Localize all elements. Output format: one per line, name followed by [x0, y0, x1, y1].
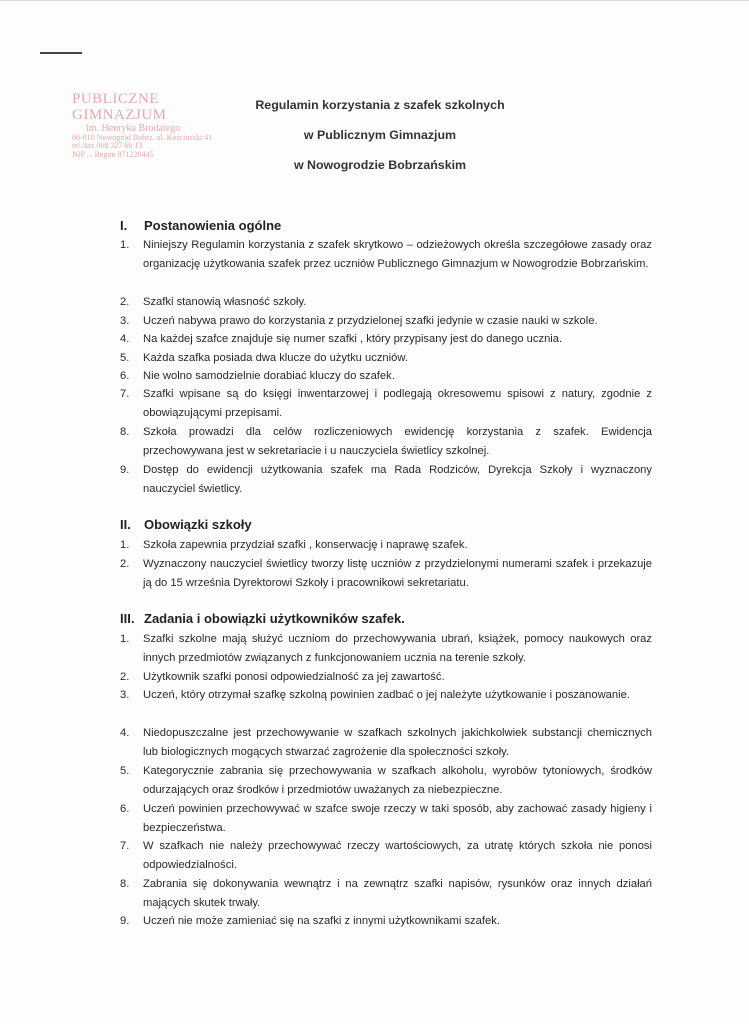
- stamp-line: 66-010 Nowogród Bobrz. ul. Kościuszki 41: [72, 133, 213, 142]
- document-title-line2: w Publicznym Gimnazjum: [303, 128, 457, 142]
- item-number: 6.: [120, 803, 130, 815]
- item-text: Na każdej szafce znajduje się numer szafki , który przypisany jest do danego ucznia.: [143, 333, 563, 345]
- item-text: Szafki szkolne mają służyć uczniom do przechowywania ubrań, książek, pomocy naukowych oraz innych przedmiotów związanych z funkcjonowaniem ucznia na terenie szkoły.: [143, 633, 652, 664]
- item-number: 6.: [120, 370, 130, 382]
- item-number: 2.: [120, 671, 130, 683]
- item-number: 1.: [120, 539, 130, 551]
- section-number: III.: [120, 611, 135, 626]
- section-title: Obowiązki szkoły: [144, 517, 252, 532]
- item-text: Kategorycznie zabrania się przechowywania w szafkach alkoholu, wyrobów tytoniowych, środków odurzających oraz środków i przedmiotów uważanych za niebezpieczne.: [143, 765, 652, 796]
- item-number: 5.: [120, 765, 130, 777]
- stamp-line: tel./fax 068 327 66 13: [72, 141, 143, 151]
- item-number: 8.: [120, 426, 130, 438]
- list-item: [120, 536, 652, 555]
- item-text: Uczeń powinien przechowywać w szafce swoje rzeczy w taki sposób, aby zachować zasady higieny i bezpieczeństwa.: [143, 803, 652, 834]
- list-item: [120, 912, 652, 931]
- item-text: Szkoła zapewnia przydział szafki , konserwację i naprawę szafek.: [143, 539, 468, 551]
- item-text: Niniejszy Regulamin korzystania z szafek skrytkowo – odzieżowych określa szczegółowe zasady oraz organizację użytkowania szafek przez uczniów Publicznego Gimnazjum w Nowogrodzie Bobrzańskim.: [143, 239, 652, 270]
- section-heading: [120, 218, 281, 233]
- section-number: I.: [120, 218, 128, 233]
- list-item: [120, 837, 652, 875]
- item-number: 4.: [120, 333, 130, 345]
- item-number: 1.: [120, 239, 130, 251]
- list-item: [120, 385, 652, 423]
- stamp-line: NIP ... Regon 971220445: [72, 149, 154, 159]
- list-item: [120, 686, 652, 705]
- item-number: 2.: [120, 296, 130, 308]
- list-item: [120, 555, 652, 593]
- list-item: [120, 293, 652, 312]
- item-number: 8.: [120, 878, 130, 890]
- stamp-line: im. Henryka Brodatego: [86, 122, 181, 134]
- scan-mark: [40, 52, 82, 54]
- scan-edge: [0, 0, 749, 1]
- item-number: 9.: [120, 915, 130, 927]
- list-item: [120, 330, 652, 349]
- item-text: Szafki stanowią własność szkoły.: [143, 296, 307, 308]
- section-heading: [120, 611, 405, 626]
- list-item: [120, 349, 652, 368]
- item-text: Niedopuszczalne jest przechowywanie w szafkach szkolnych jakichkolwiek substancji chemicznych lub biologicznych mogących stwarzać zagrożenie dla społeczności szkoły.: [143, 727, 652, 758]
- item-text: Szafki wpisane są do księgi inwentarzowej i podlegają okresowemu spisowi z natury, zgodnie z obowiązującymi przepisami.: [143, 388, 652, 419]
- item-text: Uczeń, który otrzymał szafkę szkolną powinien zadbać o jej należyte użytkowanie i poszanowanie.: [143, 689, 630, 701]
- item-number: 7.: [120, 388, 130, 400]
- list-item: [120, 875, 652, 913]
- document-title: Regulamin korzystania z szafek szkolnych: [255, 98, 505, 112]
- item-text: Zabrania się dokonywania wewnątrz i na zewnątrz szafki napisów, rysunków oraz innych działań mających skutek trwały.: [143, 878, 652, 909]
- item-number: 3.: [120, 689, 130, 701]
- section-heading: [120, 517, 252, 532]
- stamp-line: PUBLICZNE GIMNAZJUM: [72, 91, 167, 123]
- item-number: 5.: [120, 352, 130, 364]
- list-item: [120, 236, 652, 274]
- item-text: Nie wolno samodzielnie dorabiać kluczy do szafek.: [143, 370, 395, 382]
- document-title-line3: w Nowogrodzie Bobrzańskim: [293, 158, 467, 172]
- item-text: Szkoła prowadzi dla celów rozliczeniowych ewidencję korzystania z szafek. Ewidencja przechowywana jest w sekretariacie i u nauczyciela świetlicy szkolnej.: [143, 426, 652, 457]
- list-item: [120, 762, 652, 800]
- list-item: [120, 423, 652, 461]
- list-item: [120, 630, 652, 668]
- section-number: II.: [120, 517, 131, 532]
- section-title: Zadania i obowiązki użytkowników szafek.: [144, 611, 405, 626]
- item-text: Każda szafka posiada dwa klucze do użytku uczniów.: [143, 352, 408, 364]
- list-item: [120, 724, 652, 762]
- item-number: 7.: [120, 840, 130, 852]
- item-number: 3.: [120, 315, 130, 327]
- item-text: Dostęp do ewidencji użytkowania szafek ma Rada Rodziców, Dyrekcja Szkoły i wyznaczony nauczyciel świetlicy.: [143, 464, 652, 495]
- list-item: [120, 800, 652, 838]
- item-number: 2.: [120, 558, 130, 570]
- item-text: Uczeń nabywa prawo do korzystania z przydzielonej szafki jedynie w czasie nauki w szkole.: [143, 315, 598, 327]
- section-title: Postanowienia ogólne: [144, 218, 282, 233]
- item-number: 9.: [120, 464, 130, 476]
- item-text: Wyznaczony nauczyciel świetlicy tworzy listę uczniów z przydzielonymi numerami szafek i przekazuje ją do 15 września Dyrektorowi Szkoły i pracownikowi sekretariatu.: [143, 558, 652, 589]
- item-text: W szafkach nie należy przechowywać rzeczy wartościowych, za utratę których szkoła nie ponosi odpowiedzialności.: [143, 840, 652, 871]
- item-number: 1.: [120, 633, 130, 645]
- list-item: [120, 312, 652, 331]
- item-text: Uczeń nie może zamieniać się na szafki z innymi użytkownikami szafek.: [143, 915, 500, 927]
- item-text: Użytkownik szafki ponosi odpowiedzialność za jej zawartość.: [143, 671, 445, 683]
- item-number: 4.: [120, 727, 130, 739]
- list-item: [120, 668, 652, 687]
- list-item: [120, 367, 652, 386]
- list-item: [120, 461, 652, 499]
- school-stamp: [72, 92, 242, 159]
